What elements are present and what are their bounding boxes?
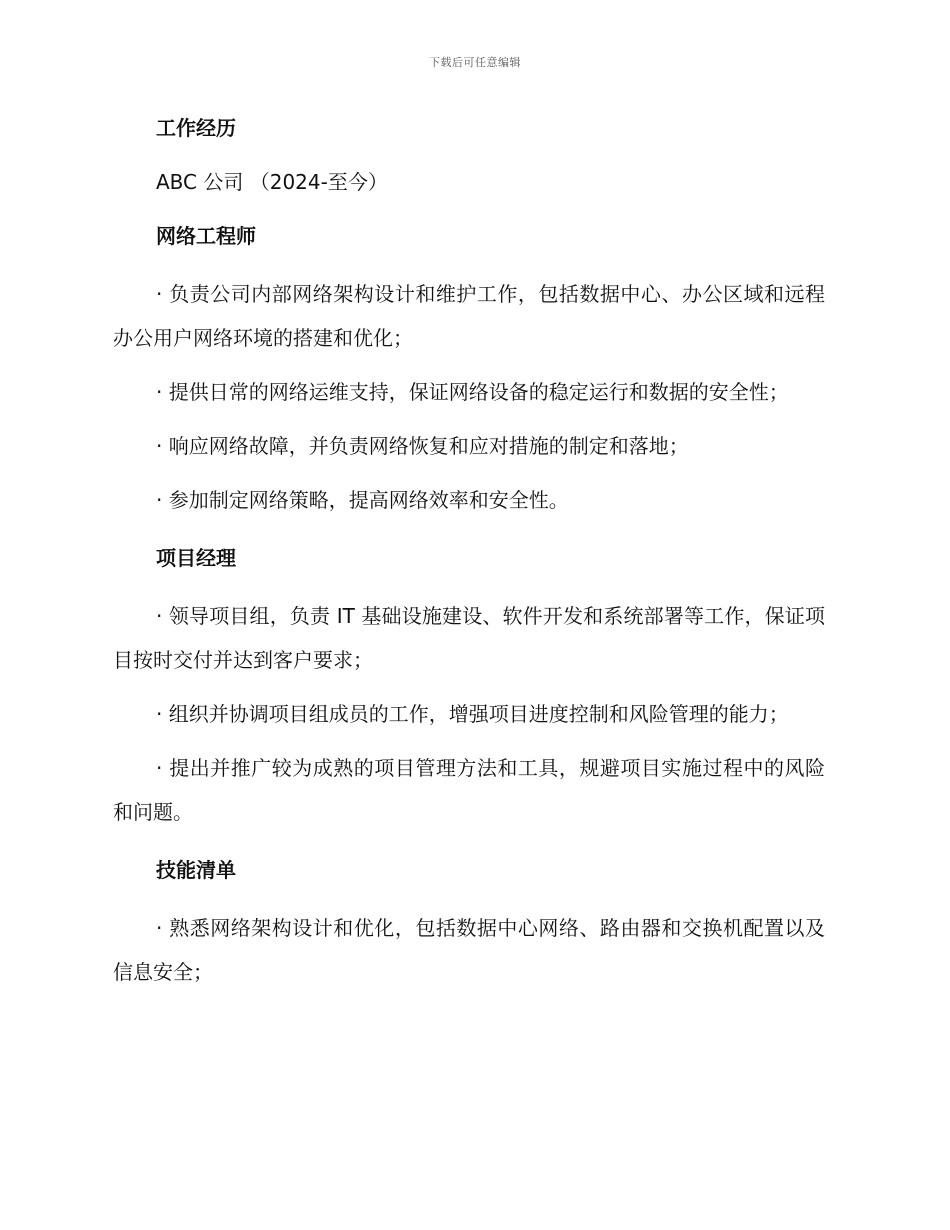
role-title-network-engineer: 网络工程师 [156, 224, 256, 248]
bullet-item: · 组织并协调项目组成员的工作，增强项目进度控制和风险管理的能力； [156, 702, 789, 726]
bullet-item: · 参加制定网络策略，提高网络效率和安全性。 [156, 488, 569, 512]
section-title-work-experience: 工作经历 [156, 116, 236, 140]
bullet-item: · 提出并推广较为成熟的项目管理方法和工具，规避项目实施过程中的风险和问题。 [113, 756, 825, 824]
page-header-note: 下载后可任意编辑 [429, 56, 521, 69]
resume-content [113, 110, 825, 994]
section-title-skills: 技能清单 [156, 858, 236, 882]
bullet-item: · 负责公司内部网络架构设计和维护工作，包括数据中心、办公区域和远程办公用户网络环境的搭建和优化； [113, 282, 825, 350]
role-bullets-project-manager [113, 594, 825, 834]
bullet-item: · 提供日常的网络运维支持，保证网络设备的稳定运行和数据的安全性； [156, 380, 789, 404]
role-bullets-network-engineer [113, 272, 825, 522]
bullet-item: · 领导项目组，负责 IT 基础设施建设、软件开发和系统部署等工作，保证项目按时交付并达到客户要求； [113, 604, 825, 672]
bullet-item: · 熟悉网络架构设计和优化，包括数据中心网络、路由器和交换机配置以及信息安全； [113, 916, 825, 984]
bullet-item: · 响应网络故障，并负责网络恢复和应对措施的制定和落地； [156, 434, 689, 458]
skills-bullets [113, 906, 825, 994]
company-line: ABC 公司 （2024-至今） [156, 170, 388, 194]
role-title-project-manager: 项目经理 [156, 546, 236, 570]
